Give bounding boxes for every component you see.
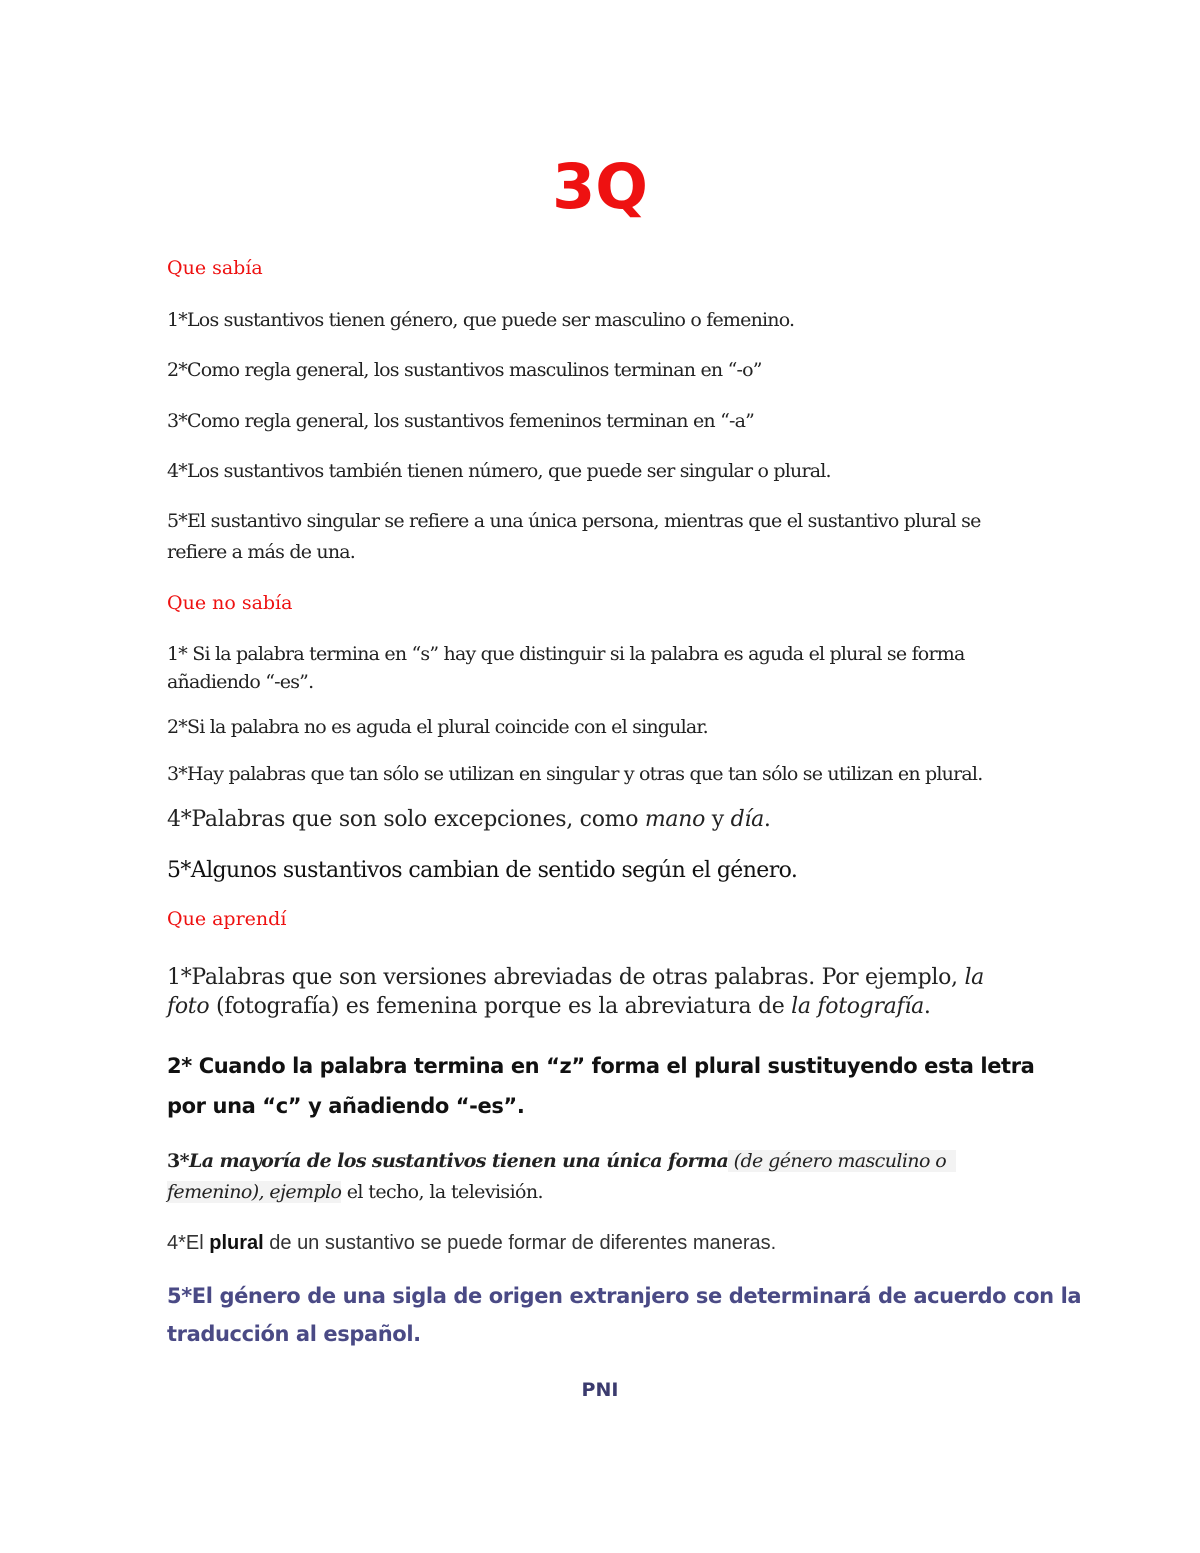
list-item-continuation: por una “c” y añadiendo “-es”. — [167, 1094, 525, 1118]
list-item: 1* Si la palabra termina en “s” hay que distinguir si la palabra es aguda el plural se forma — [167, 643, 965, 665]
text-span: el techo, la televisión. — [341, 1181, 543, 1203]
list-item-continuation: traducción al español. — [167, 1322, 421, 1346]
text-span: (fotografía) es femenina porque es la abreviatura de — [209, 994, 792, 1019]
heading-que-sabia: Que sabía — [167, 257, 263, 279]
page-title: 3Q — [552, 150, 648, 223]
text-span-italic: la — [964, 965, 984, 990]
text-span-italic: femenino), ejemplo — [167, 1181, 342, 1203]
list-item: 3*Como regla general, los sustantivos femeninos terminan en “-a” — [167, 410, 755, 432]
list-item-continuation — [167, 992, 931, 1022]
text-span-italic: foto — [167, 994, 210, 1019]
text-span: y — [705, 807, 731, 832]
list-item — [167, 1228, 776, 1258]
text-span-bold: 3* — [167, 1150, 189, 1172]
list-item-continuation: añadiendo “-es”. — [167, 671, 314, 693]
list-item: 4*Los sustantivos también tienen número, que puede ser singular o plural. — [167, 460, 831, 482]
list-item — [167, 805, 771, 835]
text-span: 4*El — [167, 1232, 210, 1254]
heading-que-aprendi: Que aprendí — [167, 908, 287, 930]
text-span-bold: plural — [209, 1232, 264, 1254]
list-item: 5*El sustantivo singular se refiere a una única persona, mientras que el sustantivo plural se — [167, 510, 981, 532]
list-item: 3*Hay palabras que tan sólo se utilizan en singular y otras que tan sólo se utilizan en plural. — [167, 763, 983, 785]
list-item-continuation: refiere a más de una. — [167, 541, 356, 563]
list-item: 1*Los sustantivos tienen género, que puede ser masculino o femenino. — [167, 309, 795, 331]
list-item-continuation — [167, 1177, 543, 1207]
text-span-bold-italic: La mayoría de los sustantivos tienen una única forma — [188, 1150, 729, 1172]
list-item — [167, 963, 984, 993]
text-span: . — [763, 807, 771, 832]
list-item: 2*Como regla general, los sustantivos masculinos terminan en “-o” — [167, 359, 762, 381]
list-item: 5*Algunos sustantivos cambian de sentido según el género. — [167, 858, 798, 883]
list-item — [167, 1146, 956, 1176]
footer-heading-pni: PNI — [581, 1379, 619, 1401]
list-item: 2* Cuando la palabra termina en “z” forma el plural sustituyendo esta letra — [167, 1054, 1035, 1078]
text-span: de un sustantivo se puede formar de diferentes maneras. — [263, 1232, 777, 1254]
text-span-italic: (de género masculino o — [728, 1150, 956, 1172]
text-span: 4*Palabras que son solo excepciones, como — [167, 807, 645, 832]
heading-que-no-sabia: Que no sabía — [167, 592, 293, 614]
text-span: 1*Palabras que son versiones abreviadas de otras palabras. Por ejemplo, — [167, 965, 965, 990]
text-span-italic: la fotografía — [791, 994, 924, 1019]
list-item: 5*El género de una sigla de origen extranjero se determinará de acuerdo con la — [167, 1284, 1082, 1308]
text-span-italic: día — [730, 807, 764, 832]
list-item: 2*Si la palabra no es aguda el plural coincide con el singular. — [167, 716, 708, 738]
text-span-italic: mano — [644, 807, 706, 832]
text-span: . — [923, 994, 931, 1019]
